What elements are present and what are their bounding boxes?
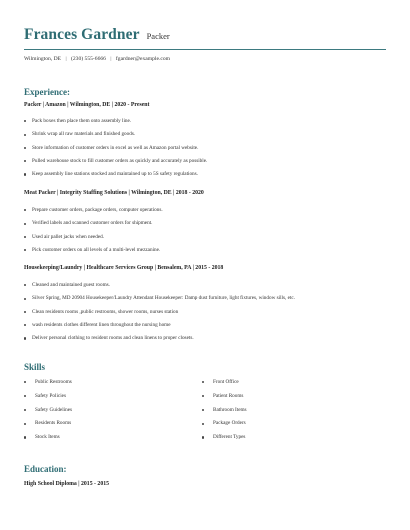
skill-item: Residents Rooms (24, 420, 72, 434)
education-heading: Education: (24, 464, 67, 474)
resume-header (24, 26, 386, 44)
list-item: wash residents clothes different linen throughout the nursing home (24, 322, 295, 335)
skill-item: Different Types (202, 434, 247, 448)
list-item: Pack boxes then place them onto assembly line. (24, 118, 207, 131)
list-item: Silver Spring, MD 20904 Housekeeper/Laundry Attendant Housekeeper: Damp dust furniture, light fixtures, window sills, etc. (24, 295, 295, 308)
candidate-name: Frances Gardner (24, 26, 140, 43)
job-bullets (24, 118, 207, 184)
skill-item: Bathroom Items (202, 407, 247, 421)
education-entry: High School Diploma | 2015 - 2015 (24, 481, 110, 487)
job-heading: Meat Packer | Integrity Staffing Solutions | Wilmington, DE | 2018 - 2020 (24, 190, 204, 196)
contact-separator: | (110, 56, 112, 62)
list-item: Verified labels and scanned customer orders for shipment. (24, 220, 163, 233)
skill-item: Patient Rooms (202, 393, 247, 407)
list-item: Store information of customer orders in excel as well as Amazon portal website. (24, 145, 207, 158)
skill-item: Safety Policies (24, 393, 72, 407)
skills-list-left (24, 379, 72, 448)
skills-heading: Skills (24, 362, 46, 372)
job-bullets (24, 282, 295, 348)
job-heading: Packer | Amazon | Wilmington, DE | 2020 - Present (24, 102, 150, 108)
contact-location: Wilmington, DE (24, 56, 62, 62)
skill-item: Public Restrooms (24, 379, 72, 393)
job-bullets (24, 207, 163, 260)
skill-item: Front Office (202, 379, 247, 393)
name-row (24, 26, 386, 44)
contact-separator: | (65, 56, 67, 62)
skill-item: Safety Guidelines (24, 407, 72, 421)
header-divider (24, 49, 386, 50)
contact-email: fgardner@example.com (115, 56, 170, 62)
candidate-role: Packer (146, 31, 170, 41)
contact-phone: (230) 555-6666 (71, 56, 106, 62)
list-item: Keep assembly line stations stocked and maintained up to 5S safety regulations. (24, 171, 207, 184)
list-item: Pick customer orders on all levels of a multi-level mezzanine. (24, 247, 163, 260)
list-item: Used air pallet jacks when needed. (24, 234, 163, 247)
list-item: Deliver personal clothing to resident rooms and clean linens to proper closets. (24, 335, 295, 348)
contact-line (24, 56, 170, 62)
skills-list-right (202, 379, 247, 448)
experience-heading: Experience: (24, 87, 70, 97)
skill-item: Stock Items (24, 434, 72, 448)
list-item: Clean residents rooms ,public restrooms, shower rooms, nurses station (24, 309, 295, 322)
list-item: Cleaned and maintained guest rooms. (24, 282, 295, 295)
list-item: Shrink wrap all raw materials and finished goods. (24, 131, 207, 144)
skill-item: Package Orders (202, 420, 247, 434)
list-item: Pulled warehouse stock to fill customer orders as quickly and accurately as possible. (24, 158, 207, 171)
job-heading: Housekeeping/Laundry | Healthcare Services Group | Bensalem, PA | 2015 - 2018 (24, 265, 224, 271)
list-item: Prepare customer orders, package orders, computer operations. (24, 207, 163, 220)
